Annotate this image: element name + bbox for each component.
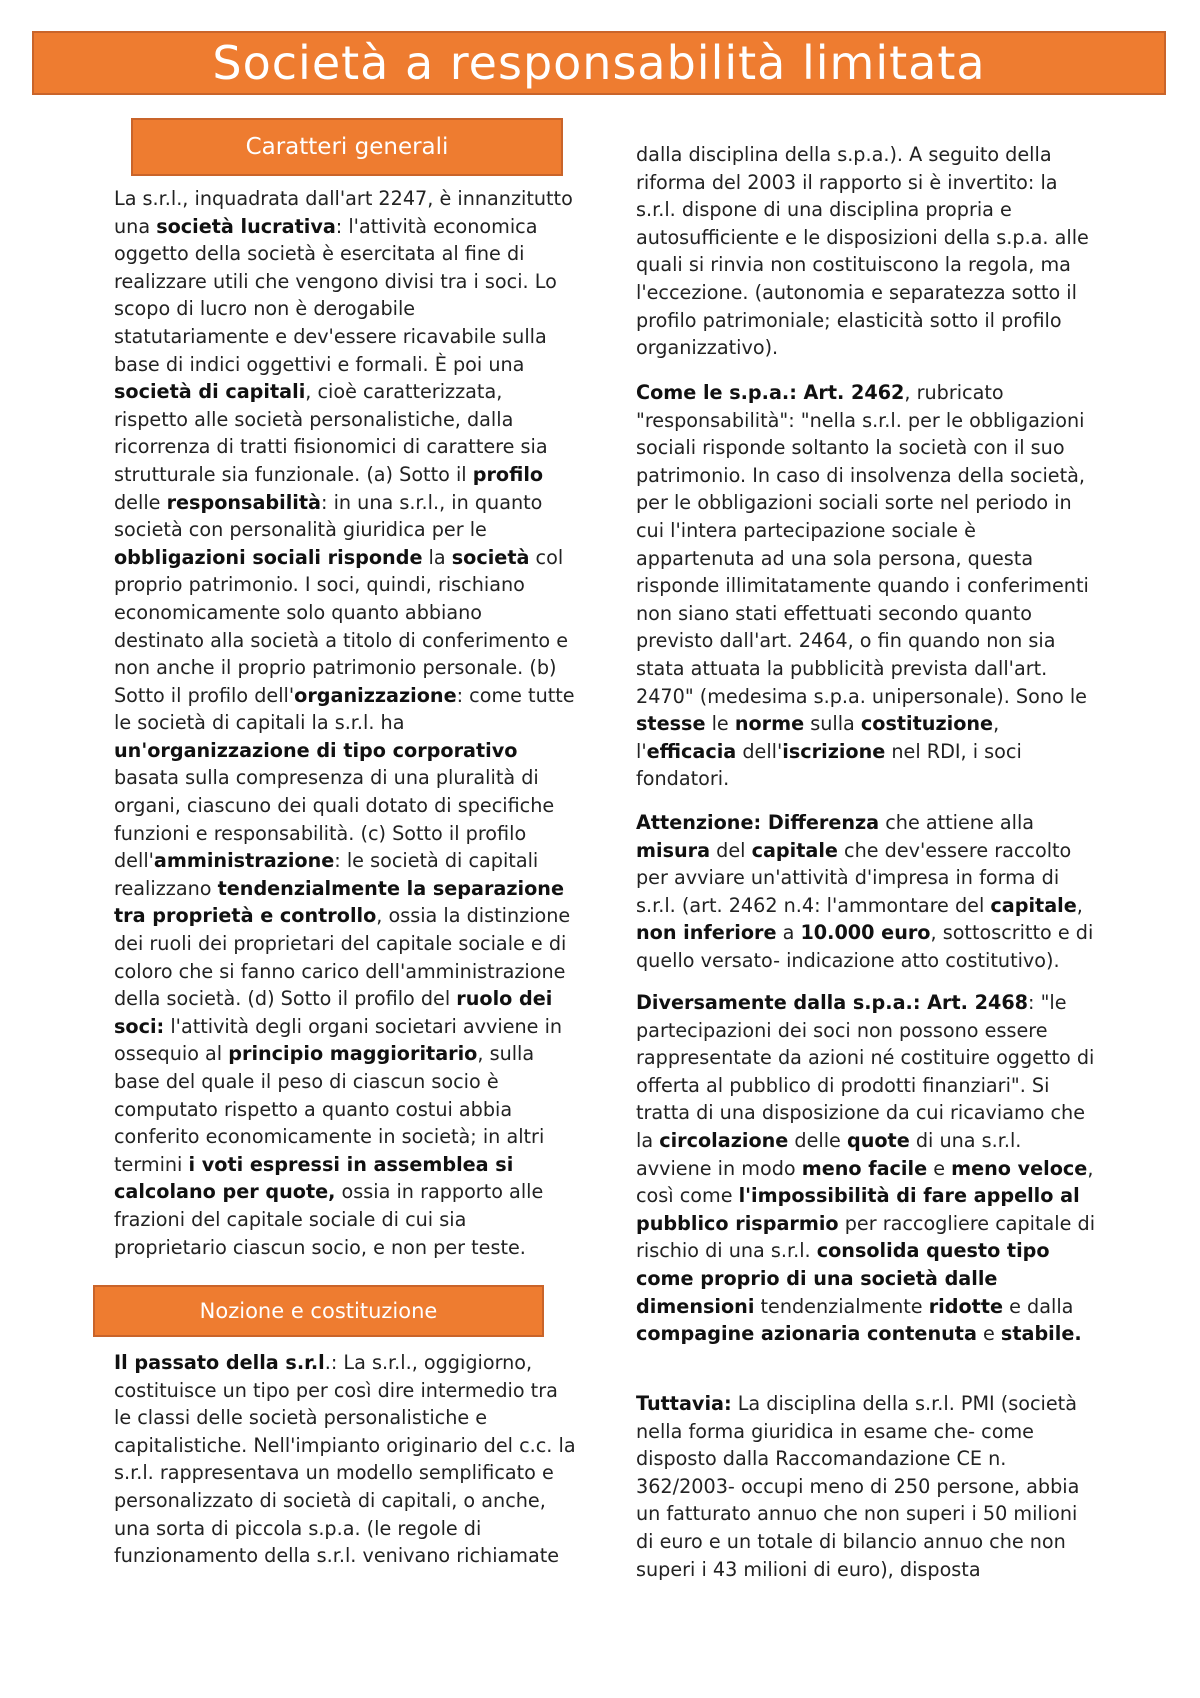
bold-text-run: Diversamente dalla s.p.a.: Art. 2468 — [636, 991, 1029, 1014]
text-run: ossia in rapporto alle frazioni del capitale sociale di cui sia proprietario ciascun socio, e non per teste. — [114, 1180, 544, 1259]
text-run: la — [422, 545, 452, 569]
paragraph-passato-srl — [114, 1349, 576, 1570]
text-run: , sulla base del quale il peso di ciascun socio è computato rispetto a quanto costui abbia conferito economicamente in società; in altri termini — [114, 1042, 545, 1176]
bold-text-run: capitale — [990, 893, 1077, 917]
text-run: e dalla — [1003, 1294, 1074, 1318]
bold-text-run: tendenzialmente la separazione tra proprietà e controllo — [114, 876, 564, 928]
section-heading-notion: Nozione e costituzione — [93, 1285, 544, 1337]
left-column-paragraph-1 — [114, 185, 576, 1261]
bold-text-run: circolazione — [659, 1128, 789, 1152]
bold-text-run: l'impossibilità di fare appello al pubblico risparmio — [636, 1184, 1080, 1235]
bold-text-run: Attenzione: Differenza — [636, 811, 880, 834]
bold-text-run: stabile. — [1000, 1322, 1082, 1346]
bold-text-run: principio maggioritario — [228, 1042, 478, 1066]
text-run: , — [1076, 893, 1083, 917]
bold-text-run: società di capitali — [114, 380, 306, 404]
text-run: : le società di capitali realizzano — [114, 849, 539, 900]
text-run: l'attività degli organi societari avviene in ossequio al — [114, 1014, 563, 1066]
right-column-paragraph-4 — [636, 989, 1096, 1348]
text-run: delle — [114, 490, 167, 514]
text-run: , l' — [636, 712, 1000, 763]
bold-text-run: misura — [636, 838, 711, 862]
paragraph-caratteri-generali — [114, 185, 576, 1261]
text-run: , sottoscritto e di quello versato- indicazione atto costitutivo). — [636, 921, 1094, 972]
text-run: nel RDI, i soci fondatori. — [636, 739, 1022, 791]
paragraph-tuttavia-pmi — [636, 1390, 1096, 1583]
text-run: sulla — [804, 712, 861, 736]
bold-text-run: meno veloce — [951, 1156, 1088, 1180]
text-run: : come tutte le società di capitali la s.r.l. ha — [114, 683, 575, 735]
text-run: le — [705, 712, 735, 736]
text-run: dell' — [736, 739, 783, 763]
right-column-paragraph-1 — [636, 141, 1096, 362]
text-run: col proprio patrimonio. I soci, quindi, rischiano economicamente solo quanto abbiano destinato alla società a titolo di conferimento e non anche il proprio patrimonio personale. (b) Sotto il profilo dell' — [114, 545, 568, 707]
bold-text-run: costituzione — [860, 712, 994, 736]
text-run: e — [976, 1322, 1001, 1346]
bold-text-run: responsabilità — [166, 490, 321, 514]
bold-text-run: società lucrativa — [156, 214, 336, 238]
bold-text-run: amministrazione — [153, 849, 335, 873]
bold-text-run: organizzazione — [294, 683, 457, 707]
paragraph-attenzione-capitale — [636, 809, 1096, 975]
bold-text-run: quote — [846, 1128, 910, 1152]
right-column-paragraph-2 — [636, 379, 1096, 793]
bold-text-run: compagine azionaria contenuta — [636, 1322, 977, 1346]
text-run: La s.r.l., inquadrata dall'art 2247, è innanzitutto una — [114, 187, 573, 238]
bold-text-run: Il passato della s.r.l — [114, 1351, 325, 1374]
bold-text-run: i voti espressi in assemblea si calcolano per quote, — [114, 1152, 514, 1204]
bold-text-run: obbligazioni sociali risponde — [114, 545, 423, 569]
text-run: di una s.r.l. avviene in modo — [636, 1128, 1022, 1180]
paragraph-art-2462 — [636, 379, 1096, 793]
bold-text-run: capitale — [751, 838, 838, 862]
text-run: tendenzialmente — [754, 1294, 929, 1318]
section-heading-general: Caratteri generali — [131, 118, 563, 176]
bold-text-run: Come le s.p.a.: Art. 2462 — [636, 381, 905, 404]
bold-text-run: società — [451, 545, 530, 569]
bold-text-run: iscrizione — [782, 739, 886, 763]
bold-text-run: efficacia — [646, 739, 737, 763]
text-run: La disciplina della s.r.l. PMI (società nella forma giuridica in esame che- come disposto dalla Raccomandazione CE n. 362/2003- occupi meno di 250 persone, abbia un fatturato annuo che non superi i 50 milioni di euro e un totale di bilancio annuo che non superi i 43 milioni di euro), disposta — [636, 1392, 1080, 1581]
bold-text-run: 10.000 euro — [800, 921, 931, 945]
text-run: : "le partecipazioni dei soci non possono essere rappresentate da azioni né costituire oggetto di offerta al pubblico di prodotti finanziari". Si tratta di una disposizione da cui ricaviamo che la — [636, 991, 1095, 1152]
text-run: : l'attività economica oggetto della società è esercitata al fine di realizzare utili che vengono divisi tra i soci. Lo scopo di lucro non è derogabile statutariamente e dev'essere ricavabile sulla base di indici oggettivi e formali. È poi una — [114, 214, 557, 376]
text-run: basata sulla compresenza di una pluralità di organi, ciascuno dei quali dotato di specifiche funzioni e responsabilità. (c) Sotto il profilo dell' — [114, 766, 555, 873]
bold-text-run: meno facile — [801, 1156, 928, 1180]
left-column-paragraph-2 — [114, 1349, 576, 1570]
bold-text-run: Tuttavia: — [636, 1392, 732, 1415]
text-run: e — [927, 1156, 952, 1180]
text-run: , cioè caratterizzata, rispetto alle società personalistiche, dalla ricorrenza di tratti fisionomici di carattere sia strutturale sia funzionale. (a) Sotto il — [114, 380, 548, 486]
text-run: , così come — [636, 1156, 1094, 1208]
bold-text-run: ridotte — [928, 1294, 1004, 1318]
bold-text-run: un'organizzazione di tipo corporativo — [114, 738, 518, 762]
page-title: Società a responsabilità limitata — [32, 31, 1166, 95]
text-run: : in una s.r.l., in quanto società con personalità giuridica per le — [114, 490, 543, 542]
right-column-paragraph-3 — [636, 809, 1096, 975]
text-run: per raccogliere capitale di rischio di una s.r.l. — [636, 1211, 1096, 1263]
bold-text-run: stesse — [636, 712, 706, 736]
text-run: delle — [788, 1128, 847, 1152]
text-run: , ossia la distinzione dei ruoli dei proprietari del capitale sociale e di coloro che si fanno carico dell'amministrazione della società. (d) Sotto il profilo del — [114, 904, 571, 1011]
text-run: .: La s.r.l., oggigiorno, costituisce un tipo per così dire intermedio tra le classi delle società personalistiche e capitalistiche. Nell'impianto originario del c.c. la s.r.l. rappresentava un modello semplificato e personalizzato di società di capitali, o anche, una sorta di piccola s.p.a. (le regole di funzionamento della s.r.l. venivano richiamate — [114, 1351, 576, 1568]
bold-text-run: norme — [734, 712, 805, 736]
text-run: del — [710, 838, 752, 862]
right-column-paragraph-5 — [636, 1390, 1096, 1583]
text-run: che dev'essere raccolto per avviare un'attività d'impresa in forma di s.r.l. (art. 2462 n.4: l'ammontare del — [636, 838, 1072, 917]
paragraph-art-2468 — [636, 989, 1096, 1348]
bold-text-run: ruolo dei soci: — [114, 987, 553, 1038]
bold-text-run: consolida questo tipo come proprio di una società dalle dimensioni — [636, 1239, 1050, 1318]
text-run: dalla disciplina della s.p.a.). A seguito della riforma del 2003 il rapporto si è invertito: la s.r.l. dispone di una disciplina propria e autosufficiente e le disposizioni della s.p.a. alle quali si rinvia non costituiscono la regola, ma l'eccezione. (autonomia e separatezza sotto il profilo patrimoniale; elasticità sotto il profilo organizzativo). — [636, 143, 1089, 360]
text-run: che attiene alla — [879, 811, 1035, 834]
text-run: a — [776, 921, 801, 945]
bold-text-run: profilo — [472, 462, 544, 486]
text-run: , rubricato "responsabilità": "nella s.r.l. per le obbligazioni sociali risponde soltanto la società con il suo patrimonio. In caso di insolvenza della società, per le obbligazioni sociali sorte nel periodo in cui l'intera partecipazione sociale è appartenuta ad una sola persona, questa risponde illimitatamente quando i conferimenti non siano stati effettuati secondo quanto previsto dall'art. 2464, o fin quando non sia stata attuata la pubblicità prevista dall'art. 2470" (medesima s.p.a. unipersonale). Sono le — [636, 381, 1089, 708]
bold-text-run: non inferiore — [636, 921, 777, 945]
paragraph-riforma-2003 — [636, 141, 1096, 362]
